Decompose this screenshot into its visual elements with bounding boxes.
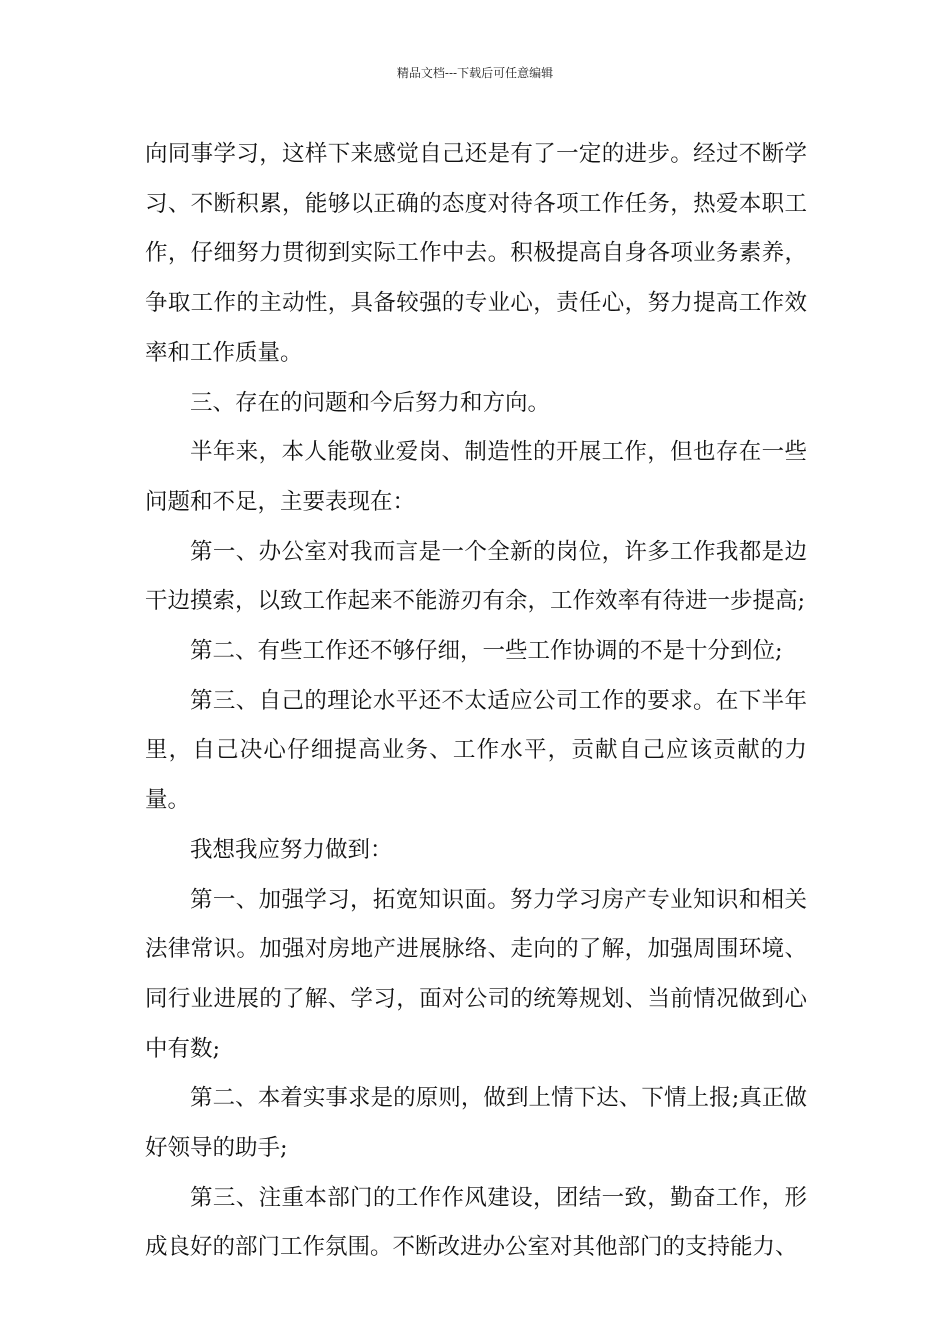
page-header: 精品文档---下载后可任意编辑	[396, 66, 554, 80]
section-heading: 三、存在的问题和今后努力和方向。	[190, 389, 551, 416]
paragraph: 第二、有些工作还不够仔细，一些工作协调的不是十分到位;	[190, 638, 783, 665]
paragraph: 第三、注重本部门的工作作风建设，团结一致，勤奋工作，形成良好的部门工作氛围。不断改进办公室对其他部门的支持能力、	[145, 1184, 807, 1261]
paragraph: 第一、加强学习，拓宽知识面。努力学习房产专业知识和相关法律常识。加强对房地产进展脉络、走向的了解，加强周围环境、同行业进展的了解、学习，面对公司的统筹规划、当前情况做到心中有数;	[145, 886, 807, 1062]
paragraph: 第二、本着实事求是的原则，做到上情下达、下情上报;真正做好领导的助手;	[145, 1085, 807, 1162]
paragraph: 我想我应努力做到：	[190, 836, 393, 863]
document-body	[145, 130, 807, 1273]
paragraph: 第一、办公室对我而言是一个全新的岗位，许多工作我都是边干边摸索，以致工作起来不能游刃有余，工作效率有待进一步提高;	[145, 538, 807, 615]
paragraph-continuation: 向同事学习，这样下来感觉自己还是有了一定的进步。经过不断学习、不断积累，能够以正确的态度对待各项工作任务，热爱本职工作，仔细努力贯彻到实际工作中去。积极提高自身各项业务素养，争取工作的主动性，具备较强的专业心，责任心，努力提高工作效率和工作质量。	[145, 141, 807, 366]
paragraph: 半年来，本人能敬业爱岗、制造性的开展工作，但也存在一些问题和不足，主要表现在：	[145, 439, 807, 515]
paragraph: 第三、自己的理论水平还不太适应公司工作的要求。在下半年里，自己决心仔细提高业务、工作水平，贡献自己应该贡献的力量。	[145, 687, 807, 814]
